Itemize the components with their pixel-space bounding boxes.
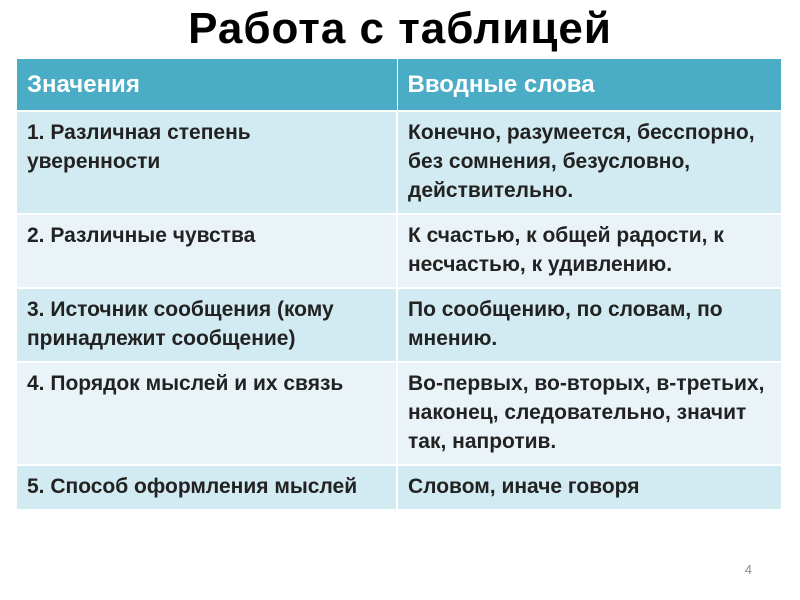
- header-intro-words: Вводные слова: [397, 59, 781, 111]
- intro-words-cell: Конечно, разумеется, бесспорно, без сомнения, безусловно, действительно.: [397, 111, 781, 214]
- meaning-cell: 2. Различные чувства: [17, 214, 397, 288]
- table-header-row: [17, 59, 781, 111]
- table-row: [17, 214, 781, 288]
- intro-words-cell: По сообщению, по словам, по мнению.: [397, 288, 781, 362]
- intro-words-table: [17, 59, 781, 509]
- meaning-cell: 3. Источник сообщения (кому принадлежит сообщение): [17, 288, 397, 362]
- intro-words-cell: К счастью, к общей радости, к несчастью, к удивлению.: [397, 214, 781, 288]
- table-row: [17, 288, 781, 362]
- meaning-cell: 5. Способ оформления мыслей: [17, 465, 397, 509]
- intro-words-cell: Словом, иначе говоря: [397, 465, 781, 509]
- slide-title: Работа с таблицей: [188, 4, 612, 53]
- table-row: [17, 465, 781, 509]
- header-meanings: Значения: [17, 59, 397, 111]
- meaning-cell: 4. Порядок мыслей и их связь: [17, 362, 397, 465]
- table-row: [17, 111, 781, 214]
- table-row: [17, 362, 781, 465]
- meaning-cell: 1. Различная степень уверенности: [17, 111, 397, 214]
- page-number: 4: [744, 562, 752, 577]
- intro-words-cell: Во-первых, во-вторых, в-третьих, наконец, следовательно, значит так, напротив.: [397, 362, 781, 465]
